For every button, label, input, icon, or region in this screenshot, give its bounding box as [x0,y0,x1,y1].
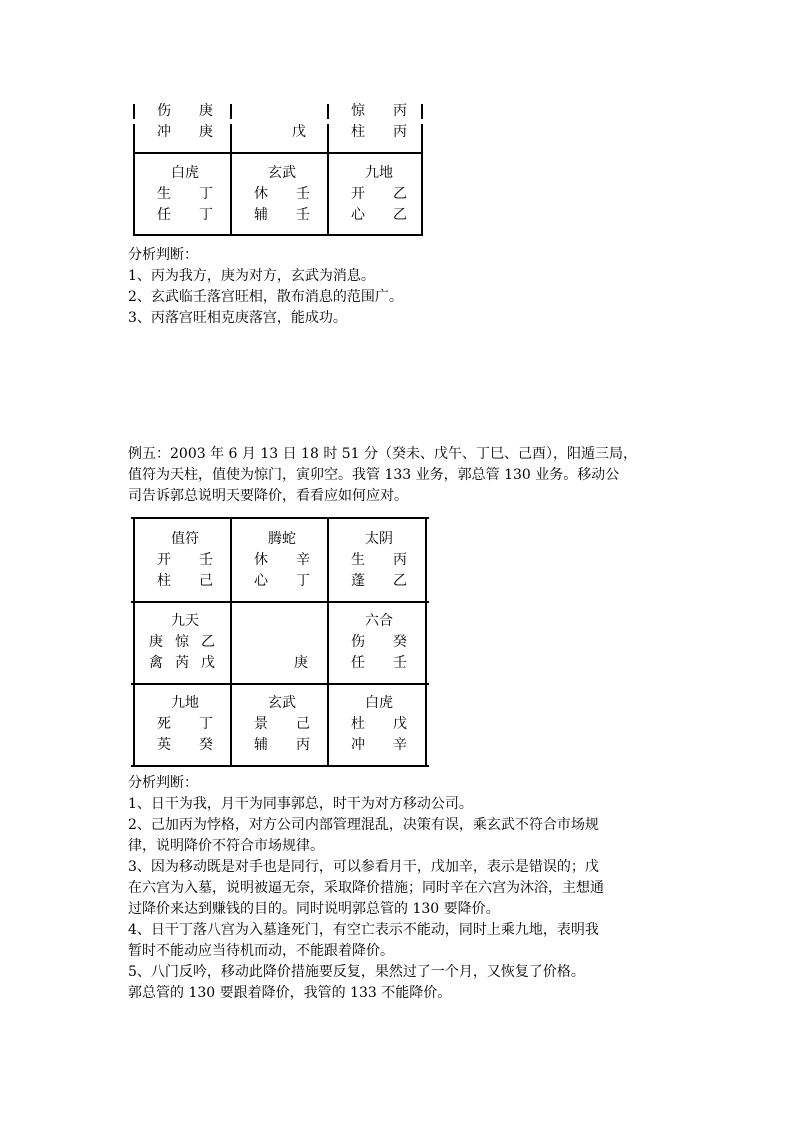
palace-deity: 腾蛇 [268,531,296,547]
analysis2-heading: 分析判断： [128,775,198,791]
palace-deity: 太阴 [365,531,393,547]
analysis2-line: 郭总管的 130 要跟着降价，我管的 133 不能降价。 [128,985,452,1001]
analysis1 [128,245,678,329]
chart2-grid: 值符 开 壬 柱 己 腾蛇 休 辛 心 丁 太阴 生 丙 蓬 乙 九天 庚 惊 乙 禽 芮 戊 庚 六合 伤 癸 任 壬 九地 死 丁 英 癸 玄武 景 己 辅 丙 白虎 杜 戊 冲 辛 [131,517,427,767]
example5-intro: 例五：2003 年 6 月 13 日 18 时 51 分（癸未、戊午、丁巳、己酉），阳遁三局， 值符为天柱，值使为惊门，寅卯空。我管 133 业务，郭总管 130 业务。移动公 司告诉郭总说明天要降价，看看应如何应对。 [128,446,638,504]
palace-deity: 六合 [365,613,393,629]
analysis2-line: 1、日干为我，月干为同事郭总，时干为对方移动公司。 [128,796,473,812]
analysis2-line: 过降价来达到赚钱的目的。同时说明郭总管的 130 要降价。 [128,901,500,917]
analysis2 [128,773,688,1004]
palace-deity: 白虎 [365,695,393,711]
analysis1-heading: 分析判断： [128,247,198,263]
analysis2-line: 律，说明降价不符合市场规律。 [128,838,324,854]
palace-deity: 九天 [171,613,199,629]
analysis1-item: 2、玄武临壬落宫旺相，散布消息的范围广。 [128,289,403,305]
palace-deity: 玄武 [268,165,296,181]
analysis2-line: 2、己加丙为悖格，对方公司内部管理混乱，决策有误，乘玄武不符合市场规 [128,817,599,833]
analysis2-line: 4、日干丁落八宫为入墓逢死门，有空亡表示不能动，同时上乘九地，表明我 [128,922,599,938]
palace-deity: 值符 [171,531,199,547]
analysis2-line: 在六宫为入墓，说明被逼无奈，采取降价措施；同时辛在六宫为沐浴，主想通 [128,880,604,896]
palace-deity: 玄武 [268,695,296,711]
analysis1-item: 1、丙为我方，庚为对方，玄武为消息。 [128,268,375,284]
palace-deity: 九地 [171,695,199,711]
analysis2-line: 5、八门反吟，移动此降价措施要反复，果然过了一个月，又恢复了价格。 [128,964,585,980]
palace-deity: 白虎 [171,165,199,181]
chart1-grid: 伤 庚 冲 庚 戊 惊 丙 柱 丙 白虎 生 丁 任 丁 玄武 休 壬 辅 壬 九地 开 乙 心 乙 [133,100,425,238]
analysis2-line: 3、因为移动既是对手也是同行，可以参看月干，戊加辛，表示是错误的；戊 [128,859,599,875]
palace-deity: 九地 [365,165,393,181]
analysis1-item: 3、丙落宫旺相克庚落宫，能成功。 [128,310,347,326]
analysis2-line: 暂时不能动应当待机而动，不能跟着降价。 [128,943,394,959]
